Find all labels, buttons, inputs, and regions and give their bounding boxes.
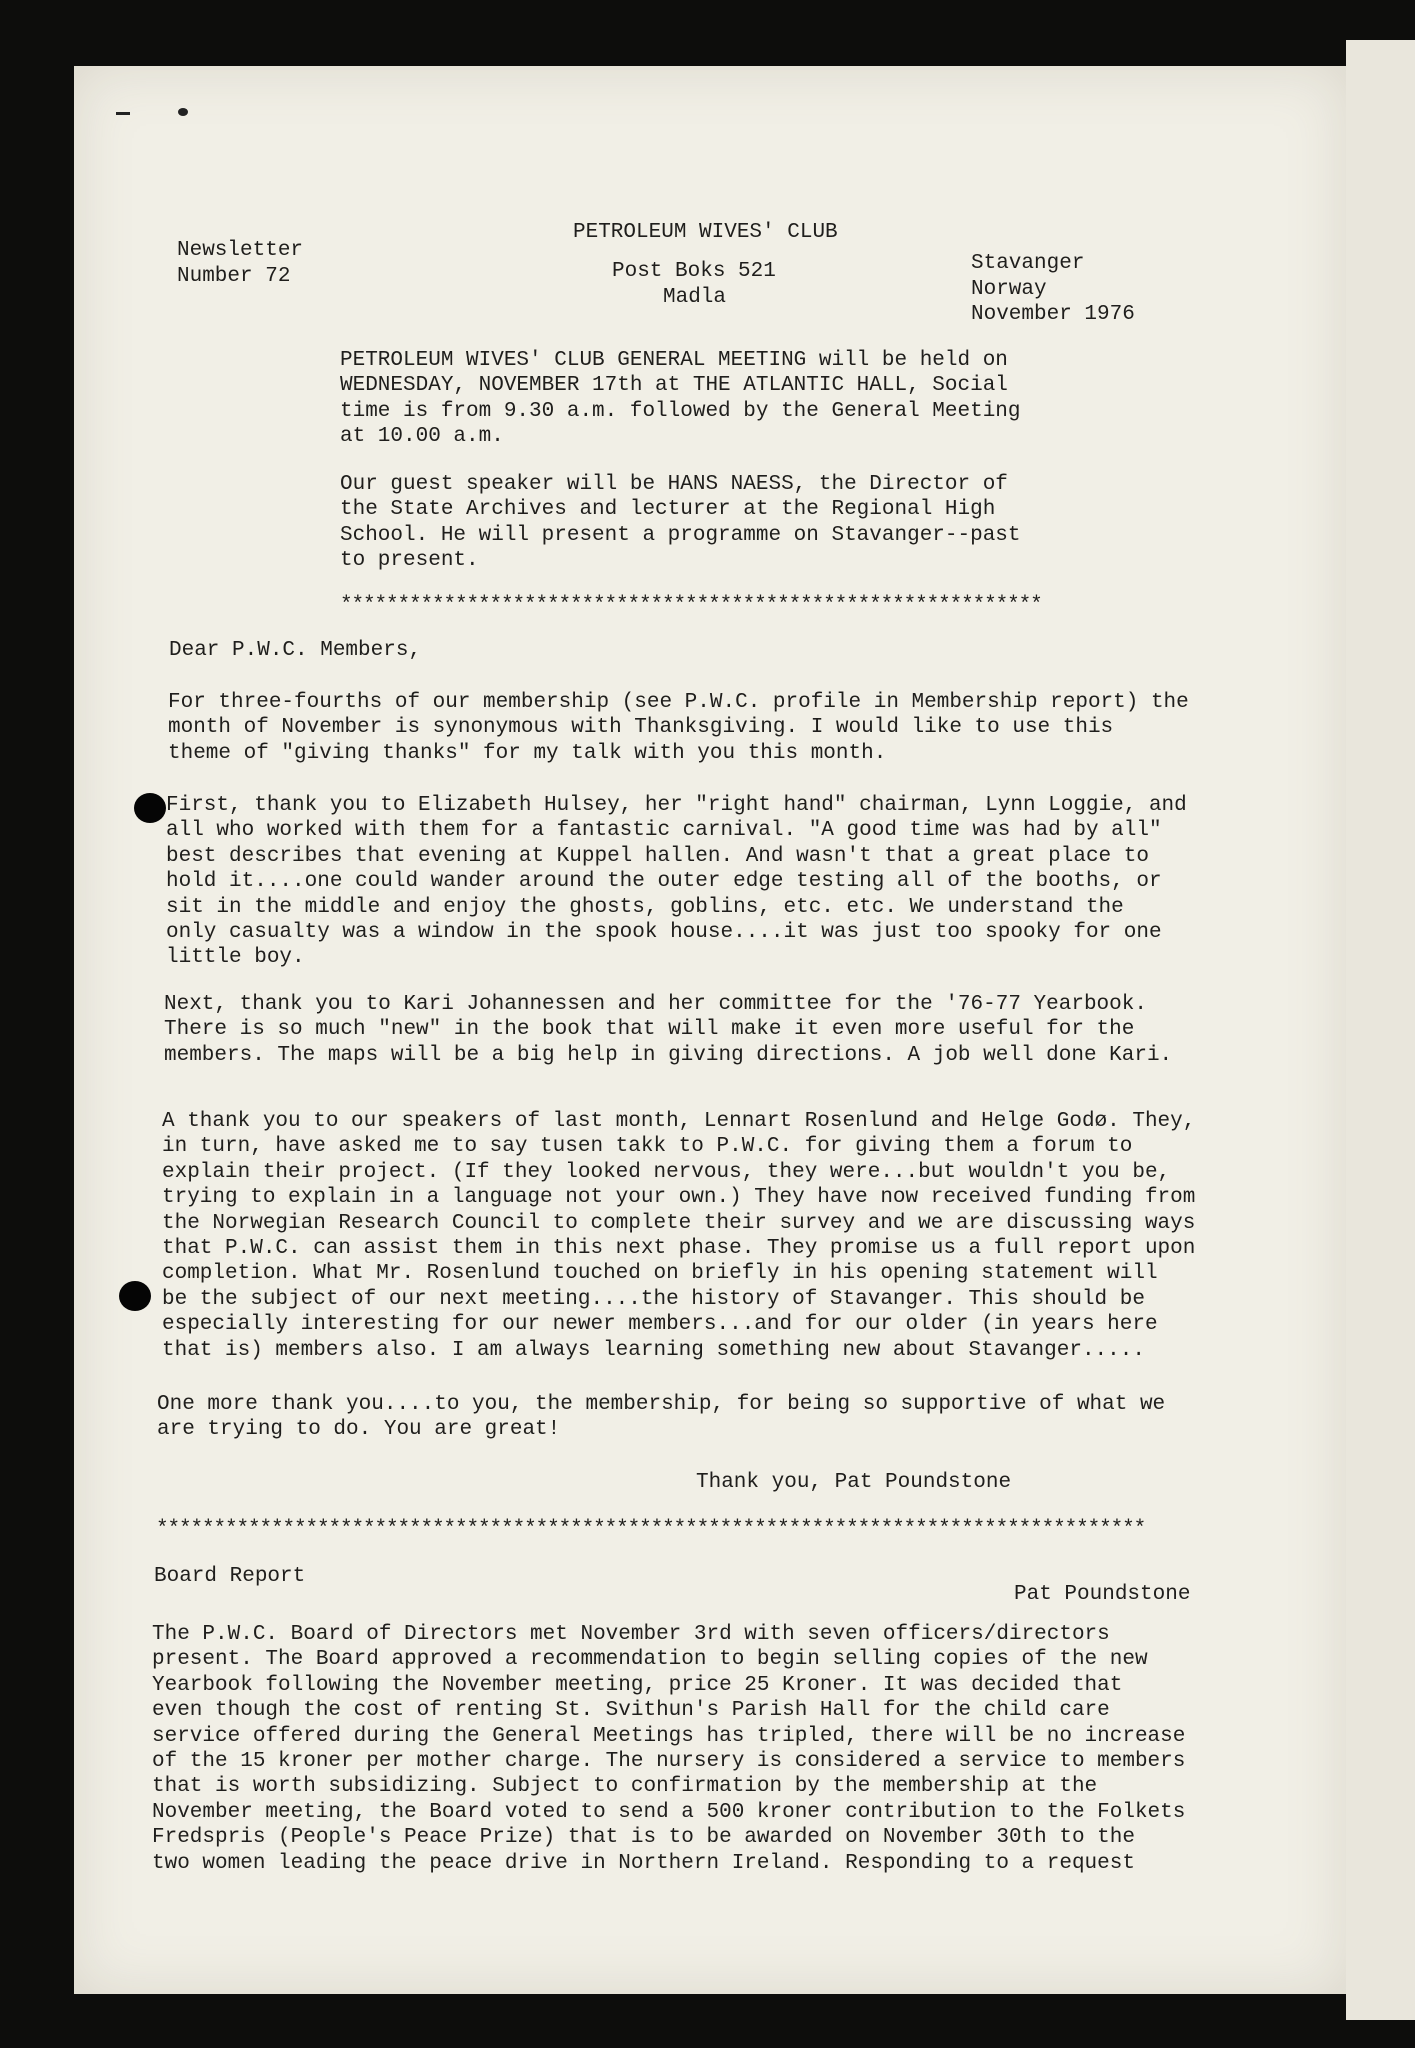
letter-paragraph-4: A thank you to our speakers of last month, Lennart Rosenlund and Helge Godø. They, in turn, have asked me to say tusen takk to P.W.C. for giving them a forum to explain their project. (If they looked nervous, they were...but wouldn't you be, trying to explain in a language not your own.) They have now received funding from the Norwegian Research Council to complete their survey and we are discussing ways that P.W.C. can assist them in this next phase. They promise us a full report upon completion. What Mr. Rosenlund touched on briefly in his opening statement will be the subject of our next meeting....the history of Stavanger. This should be especially interesting for our newer members...and for our older (in years here that is) members also. I am always learning something new about Stavanger..... bbox=[162, 1110, 1196, 1362]
adjacent-page-edge bbox=[1346, 40, 1415, 2020]
board-report-body: The P.W.C. Board of Directors met November 3rd with seven officers/directors present. The Board approved a recommendation to begin selling copies of the new Yearbook following the November meeting, price 25 Kroner. It was decided that even though the cost of renting St. Svithun's Parish Hall for the child care service offered during the General Meetings has tripled, there will be no increase of the 15 kroner per mother charge. The nursery is considered a service to members that is worth subsidizing. Subject to confirmation by the membership at the November meeting, the Board voted to send a 500 kroner contribution to the Folkets Fredspris (People's Peace Prize) that is to be awarded on November 30th to the two women leading the peace drive in Northern Ireland. Responding to a request bbox=[152, 1623, 1186, 1875]
letter-paragraph-1: For three-fourths of our membership (see P.W.C. profile in Membership report) the month of November is synonymous with Thanksgiving. I would like to use this theme of "giving thanks" for my talk with you this month. bbox=[168, 691, 1189, 765]
punch-hole bbox=[134, 793, 166, 823]
city: Stavanger bbox=[971, 252, 1085, 275]
pen-mark bbox=[178, 108, 188, 116]
separator-short: ************************************************************* bbox=[340, 594, 1042, 617]
meeting-announcement: PETROLEUM WIVES' CLUB GENERAL MEETING will be held on WEDNESDAY, NOVEMBER 17th at THE ATLANTIC HALL, Social time is from 9.30 a.m. followed by the General Meeting at 10.00 a.m. bbox=[340, 349, 1021, 449]
address-line-2: Madla bbox=[663, 286, 727, 309]
newsletter-label: Newsletter bbox=[177, 239, 304, 262]
address-line-1: Post Boks 521 bbox=[612, 260, 776, 283]
newsletter-number: Number 72 bbox=[177, 265, 291, 288]
country: Norway bbox=[971, 278, 1047, 301]
letter-signoff: Thank you, Pat Poundstone bbox=[696, 1471, 1012, 1494]
club-name: PETROLEUM WIVES' CLUB bbox=[573, 221, 838, 244]
letter-paragraph-2: First, thank you to Elizabeth Hulsey, her "right hand" chairman, Lynn Loggie, and all who worked with them for a fantastic carnival. "A good time was had by all" best describes that evening at Kuppel hallen. And wasn't that a great place to hold it....one could wander around the outer edge testing all of the booths, or sit in the middle and enjoy the ghosts, goblins, etc. etc. We understand the only casualty was a window in the spook house....it was just too spooky for one little boy. bbox=[166, 794, 1187, 970]
issue-date: November 1976 bbox=[971, 303, 1135, 326]
guest-speaker-announcement: Our guest speaker will be HANS NAESS, the Director of the State Archives and lecturer at the Regional High School. He will present a programme on Stavanger--past to present. bbox=[340, 473, 1021, 573]
board-report-title: Board Report bbox=[154, 1565, 306, 1588]
pen-mark bbox=[116, 112, 130, 115]
letter-salutation: Dear P.W.C. Members, bbox=[169, 639, 422, 662]
punch-hole bbox=[119, 1281, 151, 1311]
letter-paragraph-3: Next, thank you to Kari Johannessen and her committee for the '76-77 Yearbook. There is so much "new" in the book that will make it even more useful for the members. The maps will be a big help in giving directions. A job well done Kari. bbox=[164, 993, 1173, 1067]
separator-long: ************************************************************************************** bbox=[156, 1518, 1146, 1541]
board-report-author: Pat Poundstone bbox=[1014, 1583, 1191, 1606]
newsletter-page bbox=[74, 66, 1346, 1994]
letter-paragraph-5: One more thank you....to you, the membership, for being so supportive of what we are trying to do. You are great! bbox=[157, 1393, 1166, 1442]
